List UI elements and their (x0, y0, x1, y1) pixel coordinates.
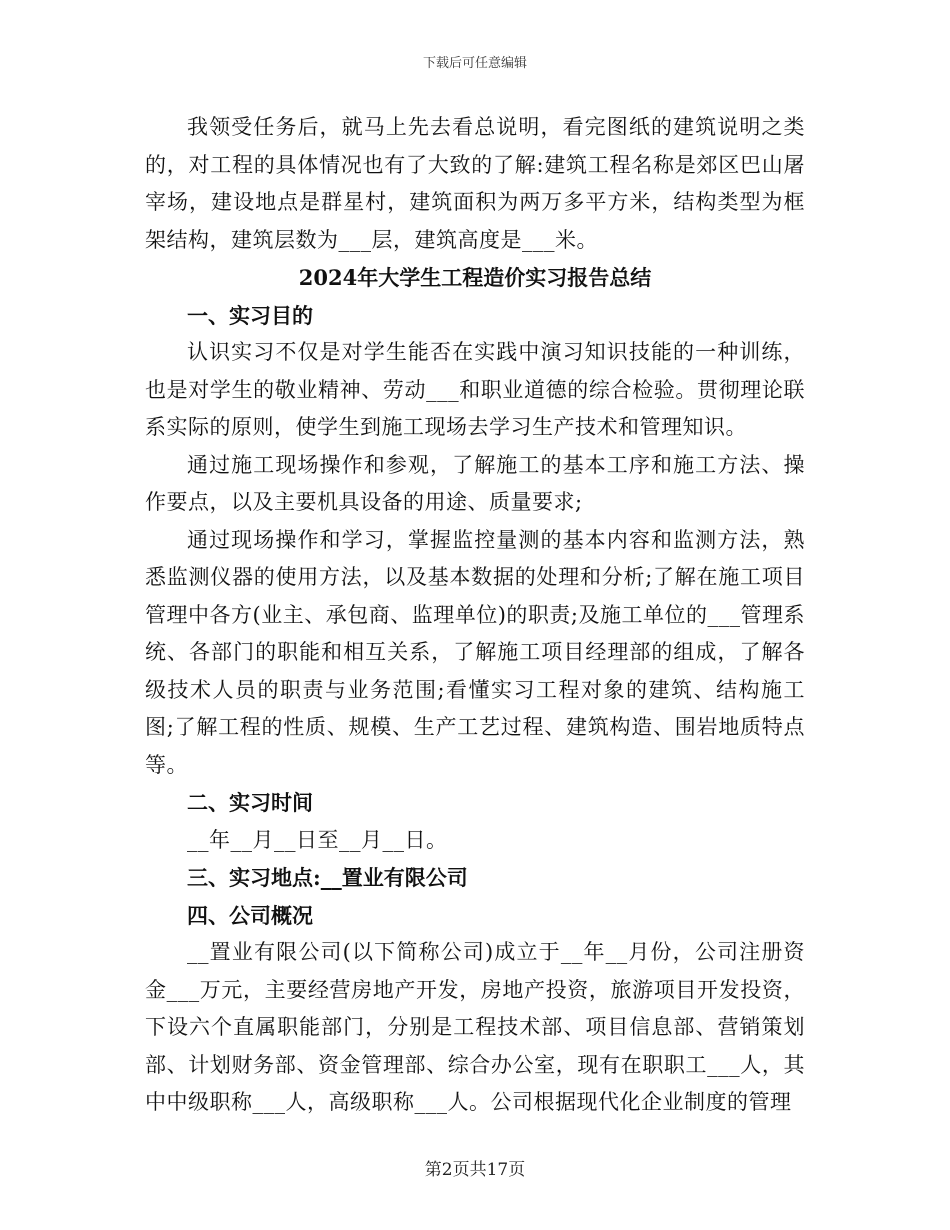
paragraph: 通过现场操作和学习，掌握监控量测的基本内容和监测方法，熟悉监测仪器的使用方法，以及基本数据的处理和分析;了解在施工项目管理中各方(业主、承包商、监理单位)的职责;及施工单位的___管理系统、各部门的职能和相互关系，了解施工项目经理部的组成，了解各级技术人员的职责与业务范围;看懂实习工程对象的建筑、结构施工图;了解工程的性质、规模、生产工艺过程、建筑构造、围岩地质特点等。 (145, 527, 805, 777)
document-body (145, 109, 805, 1122)
paragraph: __置业有限公司(以下简称公司)成立于__年__月份，公司注册资金___万元，主要经营房地产开发，房地产投资，旅游项目开发投资，下设六个直属职能部门，分别是工程技术部、项目信息部、营销策划部、计划财务部、资金管理部、综合办公室，现有在职职工___人，其中中级职称___人，高级职称___人。公司根据现代化企业制度的管理 (145, 940, 805, 1114)
page-header: 下载后可任意编辑 (422, 56, 527, 71)
paragraph: __年__月__日至__月__日。 (187, 827, 448, 852)
section-heading-time: 二、实习时间 (187, 790, 313, 815)
paragraph: 通过施工现场操作和参观，了解施工的基本工序和施工方法、操作要点，以及主要机具设备的用途、质量要求; (145, 452, 805, 514)
section-heading-location: 三、实习地点:__置业有限公司 (187, 865, 468, 890)
intro-paragraph: 我领受任务后，就马上先去看总说明，看完图纸的建筑说明之类的，对工程的具体情况也有了大致的了解:建筑工程名称是郊区巴山屠宰场，建设地点是群星村，建筑面积为两万多平方米，结构类型为框架结构，建筑层数为___层，建筑高度是___米。 (145, 115, 805, 252)
paragraph: 认识实习不仅是对学生能否在实践中演习知识技能的一种训练，也是对学生的敬业精神、劳动___和职业道德的综合检验。贯彻理论联系实际的原则，使学生到施工现场去学习生产技术和管理知识。 (145, 340, 805, 439)
document-title: 2024年大学生工程造价实习报告总结 (298, 265, 652, 290)
section-heading-company-overview: 四、公司概况 (187, 902, 313, 928)
section-heading-purpose: 一、实习目的 (187, 302, 313, 328)
page-number: 第2页共17页 (424, 1160, 526, 1180)
